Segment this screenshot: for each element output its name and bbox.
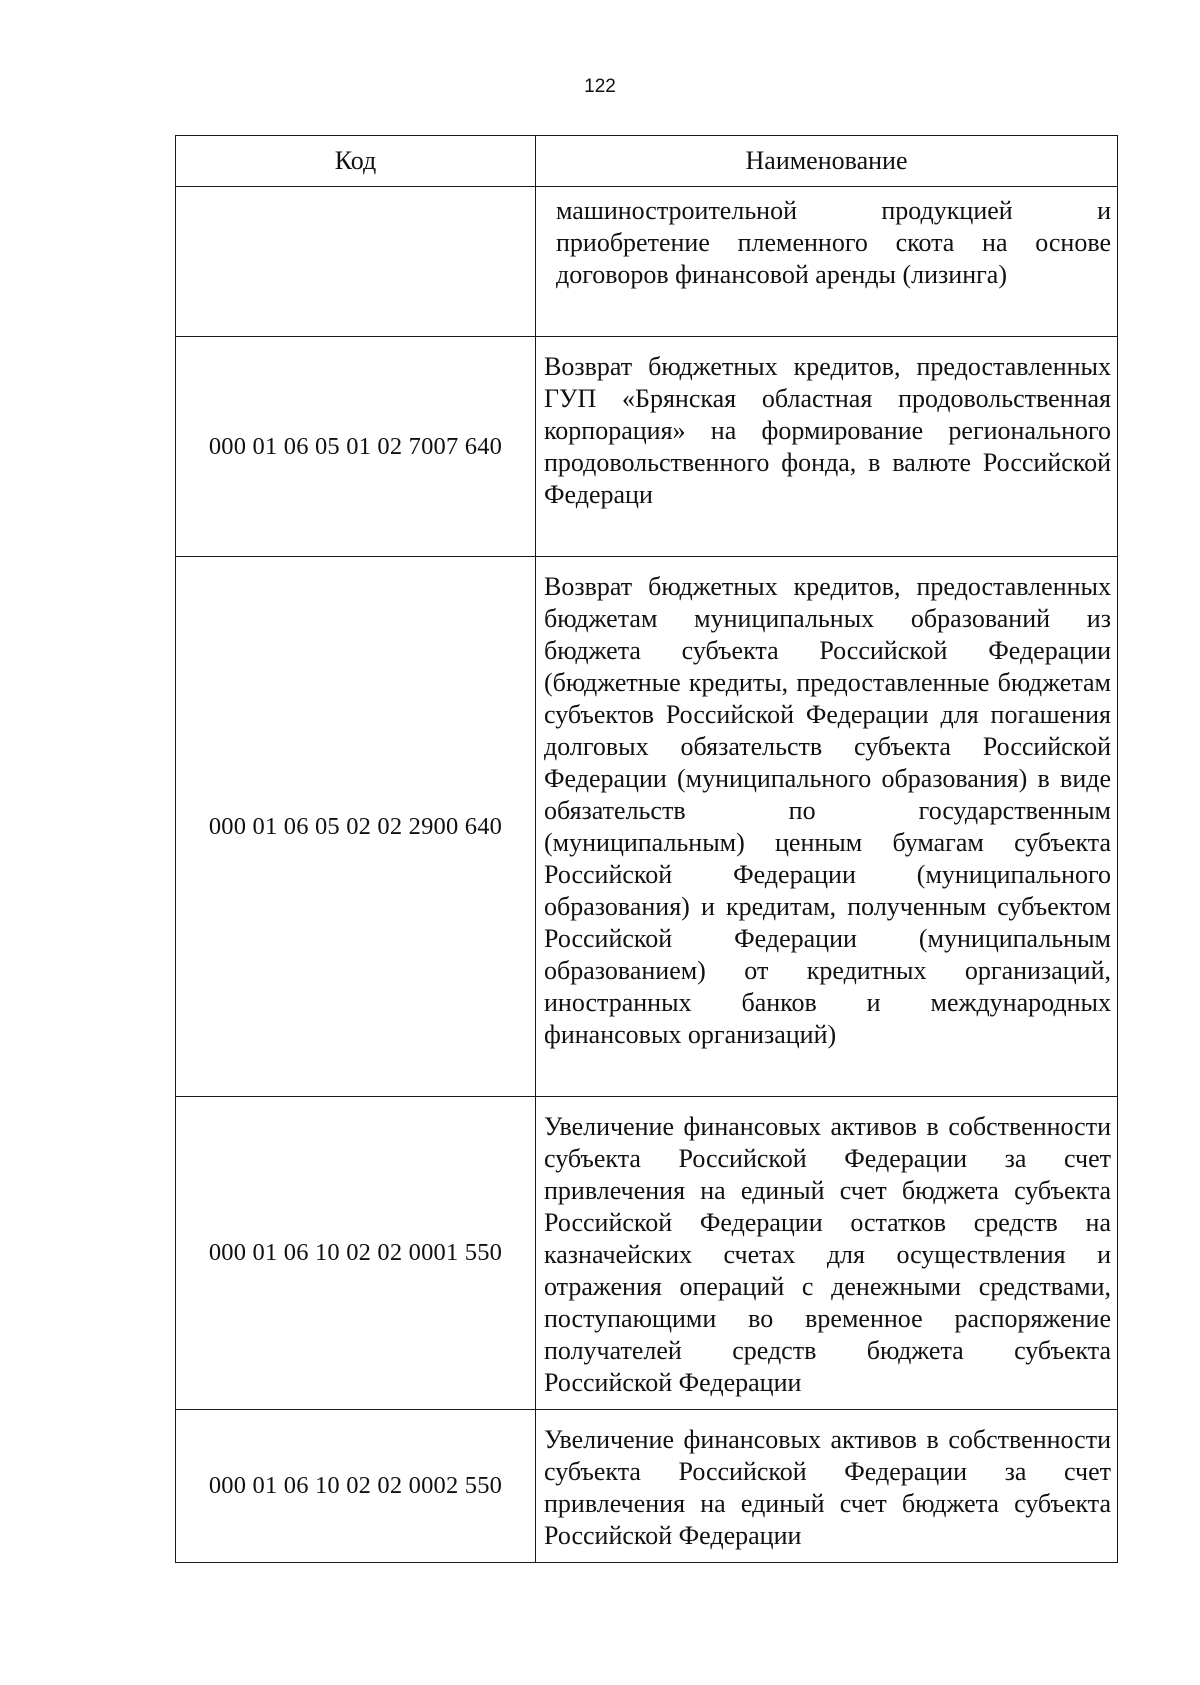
table-row	[176, 187, 1118, 337]
row-code: 000 01 06 10 02 02 0001 550	[176, 1097, 536, 1410]
row-code: 000 01 06 05 01 02 7007 640	[176, 337, 536, 557]
row-name-cell	[536, 187, 1118, 337]
row-code	[176, 187, 536, 337]
row-name-cell	[536, 337, 1118, 557]
row-code: 000 01 06 10 02 02 0002 550	[176, 1410, 536, 1563]
row-name: Возврат бюджетных кредитов, предоставленных бюджетам муниципальных образований из бюджета субъекта Российской Федерации (бюджетные кредиты, предоставленные бюджетам субъектов Российской Федерации для погашения долговых обязательств субъекта Российской Федерации (муниципального образования) в виде обязательств по государственным (муниципальным) ценным бумагам субъекта Российской Федерации (муниципального образования) и кредитам, полученным субъектом Российской Федерации (муниципальным образованием) от кредитных организаций, иностранных банков и международных финансовых организаций)	[544, 572, 1111, 1049]
table-row	[176, 1410, 1118, 1563]
header-code: Код	[176, 136, 536, 187]
table-row	[176, 557, 1118, 1097]
row-name: машиностроительной продукцией и приобретение племенного скота на основе договоров финансовой аренды (лизинга)	[556, 196, 1111, 289]
page-number: 122	[584, 76, 616, 97]
row-name-cell	[536, 557, 1118, 1097]
table-row	[176, 1097, 1118, 1410]
row-name: Увеличение финансовых активов в собственности субъекта Российской Федерации за счет привлечения на единый счет бюджета субъекта Российской Федерации остатков средств на казначейских счетах для осуществления и отражения операций с денежными средствами, поступающими во временное распоряжение получателей средств бюджета субъекта Российской Федерации	[544, 1112, 1111, 1397]
row-code: 000 01 06 05 02 02 2900 640	[176, 557, 536, 1097]
budget-code-table	[175, 135, 1118, 1563]
table-row	[176, 337, 1118, 557]
row-name-cell	[536, 1410, 1118, 1563]
row-name: Увеличение финансовых активов в собственности субъекта Российской Федерации за счет привлечения на единый счет бюджета субъекта Российской Федерации	[544, 1425, 1111, 1550]
row-name: Возврат бюджетных кредитов, предоставленных ГУП «Брянская областная продовольственная корпорация» на формирование регионального продовольственного фонда, в валюте Российской Федераци	[544, 352, 1111, 509]
table-header-row	[176, 136, 1118, 187]
header-name: Наименование	[536, 136, 1118, 187]
row-name-cell	[536, 1097, 1118, 1410]
